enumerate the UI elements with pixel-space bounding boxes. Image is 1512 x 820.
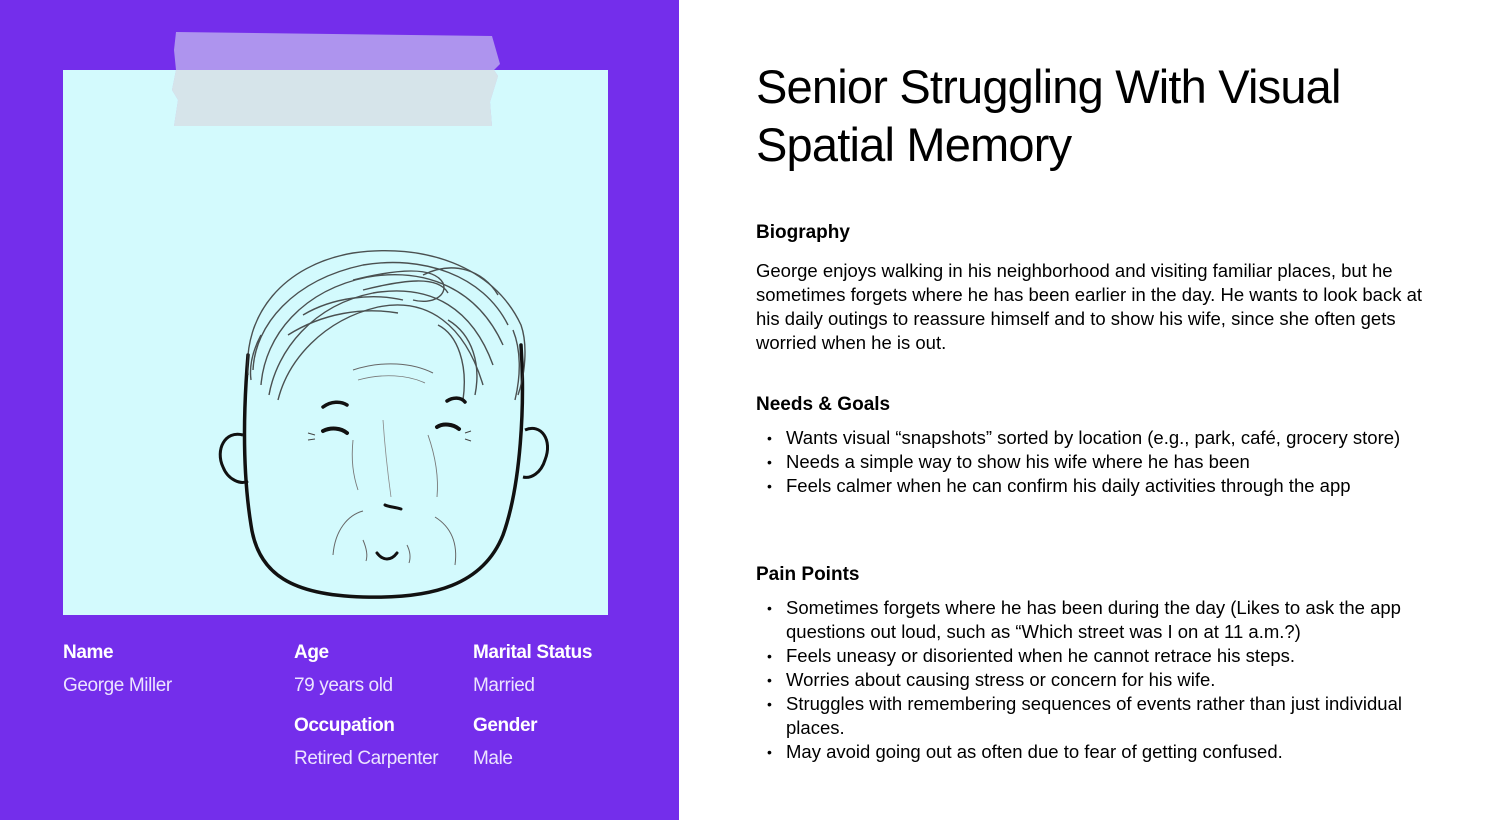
portrait-sketch — [203, 235, 563, 615]
list-item: • Struggles with remembering sequences of events rather than just individual places. — [767, 693, 1402, 738]
list-item: • Needs a simple way to show his wife where he has been — [767, 451, 1250, 472]
age-label: Age — [294, 642, 329, 663]
needs-goals-heading: Needs & Goals — [756, 394, 891, 415]
occupation-label: Occupation — [294, 715, 395, 736]
persona-details — [756, 0, 1476, 820]
name-label: Name — [63, 642, 114, 663]
name-value: George Miller — [63, 675, 172, 696]
marital-status-label: Marital Status — [473, 642, 592, 663]
list-item: • Feels calmer when he can confirm his daily activities through the app — [767, 475, 1351, 496]
list-item: • Wants visual “snapshots” sorted by location (e.g., park, café, grocery store) — [767, 427, 1401, 448]
portrait-card — [63, 70, 608, 615]
biography-heading: Biography — [756, 222, 850, 243]
occupation-value: Retired Carpenter — [294, 748, 439, 769]
needs-goals-list — [756, 426, 1446, 498]
list-item: • May avoid going out as often due to fear of getting confused. — [767, 741, 1283, 762]
biography-text: George enjoys walking in his neighborhood and visiting familiar places, but he sometimes forgets where he has been earlier in the day. He wants to look back at his daily outings to reassure himself and to show his wife, since she often gets worried when he is out. — [756, 260, 1423, 353]
age-value: 79 years old — [294, 675, 393, 696]
page-title: Senior Struggling With Visual Spatial Memory — [756, 60, 1341, 171]
list-item: • Worries about causing stress or concern for his wife. — [767, 669, 1216, 690]
pain-points-heading: Pain Points — [756, 564, 860, 585]
tape-strip — [172, 30, 502, 128]
list-item: • Feels uneasy or disoriented when he cannot retrace his steps. — [767, 645, 1296, 666]
gender-label: Gender — [473, 715, 538, 736]
pain-points-list — [756, 596, 1446, 764]
marital-status-value: Married — [473, 675, 535, 696]
persona-panel — [0, 0, 679, 820]
list-item: • Sometimes forgets where he has been during the day (Likes to ask the app questions out loud, such as “Which street was I on at 11 a.m.?) — [767, 597, 1401, 642]
gender-value: Male — [473, 748, 513, 769]
